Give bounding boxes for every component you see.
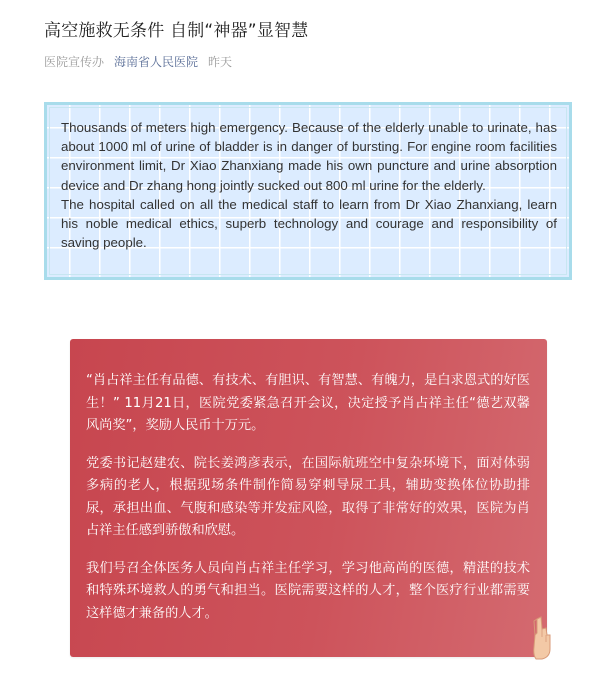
english-summary-box	[44, 102, 572, 280]
chinese-paragraph-3: 我们号召全体医务人员向肖占祥主任学习，学习他高尚的医德，精湛的技术和特殊环境救人的勇气和担当。医院需要这样的人才，整个医疗行业都需要这样德才兼备的人才。	[86, 560, 530, 621]
publish-time: 昨天	[208, 55, 233, 69]
author-label: 医院宣传办	[44, 55, 105, 69]
chinese-paragraph-2: 党委书记赵建农、院长姜鸿彦表示，在国际航班空中复杂环境下，面对体弱多病的老人，根据现场条件制作简易穿刺导尿工具，辅助变换体位协助排尿，承担出血、气腹和感染等并发症风险，取得了非常好的效果，医院为肖占祥主任感到骄傲和欣慰。	[86, 455, 530, 538]
article-meta	[44, 53, 232, 70]
thumbs-up-hand-icon	[528, 615, 558, 661]
chinese-content-text	[86, 370, 530, 640]
chinese-paragraph-1: “肖占祥主任有品德、有技术、有胆识、有智慧、有魄力，是白求恩式的好医生！” 11月21日，医院党委紧急召开会议，决定授予肖占祥主任“德艺双馨风尚奖”，奖励人民币十万元。	[86, 373, 530, 433]
english-summary-text	[61, 118, 557, 252]
account-link[interactable]: 海南省人民医院	[114, 55, 199, 69]
article-title: 高空施救无条件 自制“神器”显智慧	[44, 21, 309, 41]
english-paragraph-1: Thousands of meters high emergency. Because of the elderly unable to urinate, has about 1000 ml of urine of bladder is in danger of bursting. For engine room facilities environment limit, Dr Xiao Zhanxiang made his own puncture and urine absorption device and Dr zhang hong jointly sucked out 800 ml urine for the elderly.	[61, 120, 557, 193]
chinese-content-panel	[70, 339, 547, 657]
english-paragraph-2: The hospital called on all the medical staff to learn from Dr Xiao Zhanxiang, learn his noble medical ethics, superb technology and courage and responsibility of saving people.	[61, 196, 557, 251]
